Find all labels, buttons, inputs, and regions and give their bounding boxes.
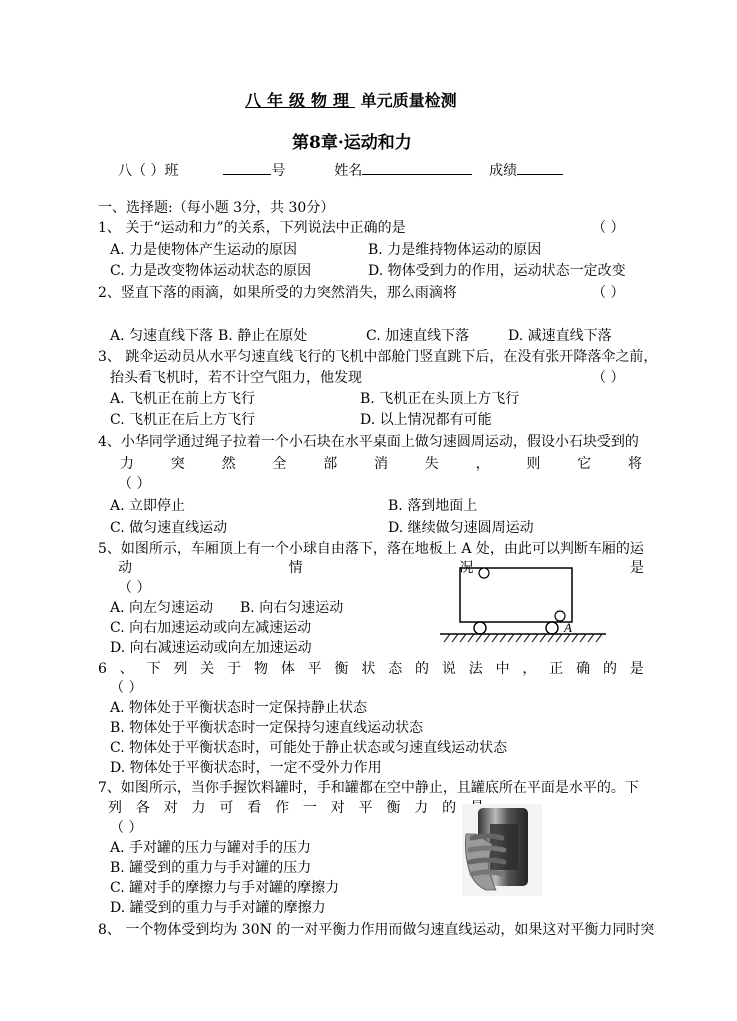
hand-can-figure [462,804,542,896]
stem-char: 对 [163,800,178,816]
question-3-answer-bracket[interactable]: （ ） [592,370,625,386]
stem-char: 可 [219,800,234,816]
question-5-option-b: B. 向右匀速运动 [240,600,344,616]
question-4-option-a: A. 立即停止 [110,498,186,514]
question-6-option-a: A. 物体处于平衡状态时一定保持静止状态 [110,700,368,716]
exam-title [245,88,457,111]
stem-char: 失 [424,456,439,472]
title-suffix: 单元质量检测 [360,91,457,110]
question-8-stem: 8、 一个物体受到均为 30N 的一对平衡力作用而做匀速直线运动，如果这对平衡力同时突 [98,922,655,938]
question-4-answer-bracket[interactable]: （ ） [118,476,151,492]
question-7-option-a: A. 手对罐的压力与罐对手的压力 [110,840,312,856]
question-2-option-a: A. 匀速直线下落 [110,328,214,344]
question-2-option-b: B. 静止在原处 [218,328,308,344]
stem-char: 的 [602,661,617,677]
question-3-option-d: D. 以上情况都有可能 [360,412,492,428]
question-7-stem-line1: 7、如图所示，当你手握饮料罐时，手和罐都在空中静止，且罐底所在平面是水平的。下 [98,780,639,796]
stem-char: 衡 [334,661,349,677]
question-6-answer-bracket[interactable]: （ ） [110,680,143,696]
question-4-option-b: B. 落到地面上 [388,498,478,514]
stem-char: 关 [200,661,215,677]
stem-char: 部 [323,456,338,472]
point-a-label: A [564,620,572,635]
stem-char: 力 [414,800,429,816]
question-5-stem-line1: 5、如图所示，车厢顶上有一个小球自由落下，落在地板上 A 处，由此可以判断车厢的运 [98,541,644,557]
question-4-option-c: C. 做匀速直线运动 [110,520,228,536]
stem-char: 衡 [386,800,401,816]
stem-char: 力 [120,456,134,472]
grade-subject: 八年级物理 [245,91,356,110]
number-label: 号 [271,163,286,179]
stem-char: 然 [221,456,236,472]
chapter-title: 第8章·运动和力 [292,133,412,153]
finger-3 [470,860,504,862]
number-blank[interactable] [223,160,271,175]
question-4-stem-line2 [120,454,642,474]
stem-char: 于 [227,661,242,677]
stem-char: 各 [135,800,150,816]
stem-char: 列 [108,800,122,816]
question-5-option-d: D. 向右减速运动或向左加速运动 [110,640,312,656]
question-3-option-c: C. 飞机正在后上方飞行 [110,412,256,428]
score-blank[interactable] [517,160,563,175]
stem-char: 全 [272,456,287,472]
ball-top [479,568,489,578]
question-7-option-b: B. 罐受到的重力与手对罐的压力 [110,860,312,876]
question-3-option-b: B. 飞机正在头顶上方飞行 [360,391,520,407]
stem-char: 说 [441,661,456,677]
question-1-option-b: B. 力是维持物体运动的原因 [368,242,542,258]
stem-char: 下 [146,661,161,677]
question-3-option-a: A. 飞机正在前上方飞行 [110,391,256,407]
stem-char: 一 [302,800,317,816]
question-7-option-c: C. 罐对手的摩擦力与手对罐的摩擦力 [110,880,340,896]
stem-char: 将 [627,456,642,472]
stem-char: 态 [388,661,403,677]
question-3-stem-line1: 3、 跳伞运动员从水平匀速直线飞行的飞机中部舱门竖直跳下后，在没有张开降落伞之前， [98,349,658,365]
stem-char: 物 [253,661,268,677]
question-1-option-c: C. 力是改变物体运动状态的原因 [110,263,312,279]
stem-char: 的 [415,661,430,677]
question-7-option-d: D. 罐受到的重力与手对罐的摩擦力 [110,900,326,916]
score-label: 成绩 [489,163,518,179]
stem-char: 突 [170,456,185,472]
question-6-option-d: D. 物体处于平衡状态时，一定不受外力作用 [110,760,382,776]
question-4-option-d: D. 继续做匀速圆周运动 [388,520,534,536]
stem-char: 对 [330,800,345,816]
stem-char: 则 [526,456,541,472]
class-label: 八（ ）班 [118,163,179,179]
stem-char: 平 [358,800,373,816]
finger-1 [472,836,502,838]
stem-char: 列 [173,661,188,677]
wheel-right [546,622,558,634]
question-4-stem-line1: 4、小华同学通过绳子拉着一个小石块在水平桌面上做匀速圆周运动，假设小石块受到的 [98,434,639,450]
finger-2 [470,848,504,850]
question-2-answer-bracket[interactable]: （ ） [592,285,625,301]
question-7-answer-bracket[interactable]: （ ） [110,820,143,836]
stem-char: 6 [98,661,107,677]
stem-char: 平 [307,661,322,677]
question-5-option-c: C. 向右加速运动或向左减速运动 [110,620,312,636]
question-1-answer-bracket[interactable]: （ ） [592,220,625,236]
student-info-line [118,160,563,181]
stem-char: 消 [373,456,388,472]
stem-char: 它 [577,456,592,472]
question-6-option-c: C. 物体处于平衡状态时，可能处于静止状态或匀速直线运动状态 [110,740,508,756]
question-2-option-d: D. 减速直线下落 [508,328,612,344]
ground-hatch [444,634,602,642]
stem-char: 况 [459,560,474,576]
stem-char: 、 [119,661,134,677]
stem-char: 看 [247,800,262,816]
name-blank[interactable] [362,160,472,175]
stem-char: ， [522,661,537,677]
stem-char: ， [475,456,490,472]
wheel-left [474,622,486,634]
question-7-stem-line2 [108,798,484,818]
question-2-option-c: C. 加速直线下落 [366,328,470,344]
question-1-option-d: D. 物体受到力的作用，运动状态一定改变 [368,263,626,279]
stem-char: 作 [275,800,290,816]
finger-4 [472,872,502,874]
stem-char: 是 [629,661,644,677]
stem-char: 情 [288,560,303,576]
stem-char: 体 [280,661,295,677]
stem-char: 动 [118,560,132,576]
question-5-answer-bracket[interactable]: （ ） [118,580,151,596]
question-1-stem: 1、 关于“运动和力”的关系，下列说法中正确的是 [98,220,406,236]
question-3-stem-line2: 抬头看飞机时，若不计空气阻力，他发现 [110,370,362,386]
stem-char: 确 [576,661,591,677]
question-5-option-a: A. 向左匀速运动 [110,600,214,616]
stem-char: 中 [495,661,510,677]
question-1-option-a: A. 力是使物体产生运动的原因 [110,242,298,258]
section-heading: 一、选择题:（每小题 3分，共 30分） [98,200,335,216]
stem-char: 状 [361,661,376,677]
question-2-stem: 2、竖直下落的雨滴，如果所受的力突然消失，那么雨滴将 [98,285,457,301]
stem-char: 力 [191,800,206,816]
stem-char: 的 [442,800,457,816]
stem-char: 法 [468,661,483,677]
carriage-figure [436,562,626,650]
stem-char: 正 [549,661,564,677]
question-6-option-b: B. 物体处于平衡状态时一定保持匀速直线运动状态 [110,720,424,736]
name-label: 姓名 [334,163,363,179]
question-6-stem [98,659,644,679]
stem-char: 是 [629,560,644,576]
